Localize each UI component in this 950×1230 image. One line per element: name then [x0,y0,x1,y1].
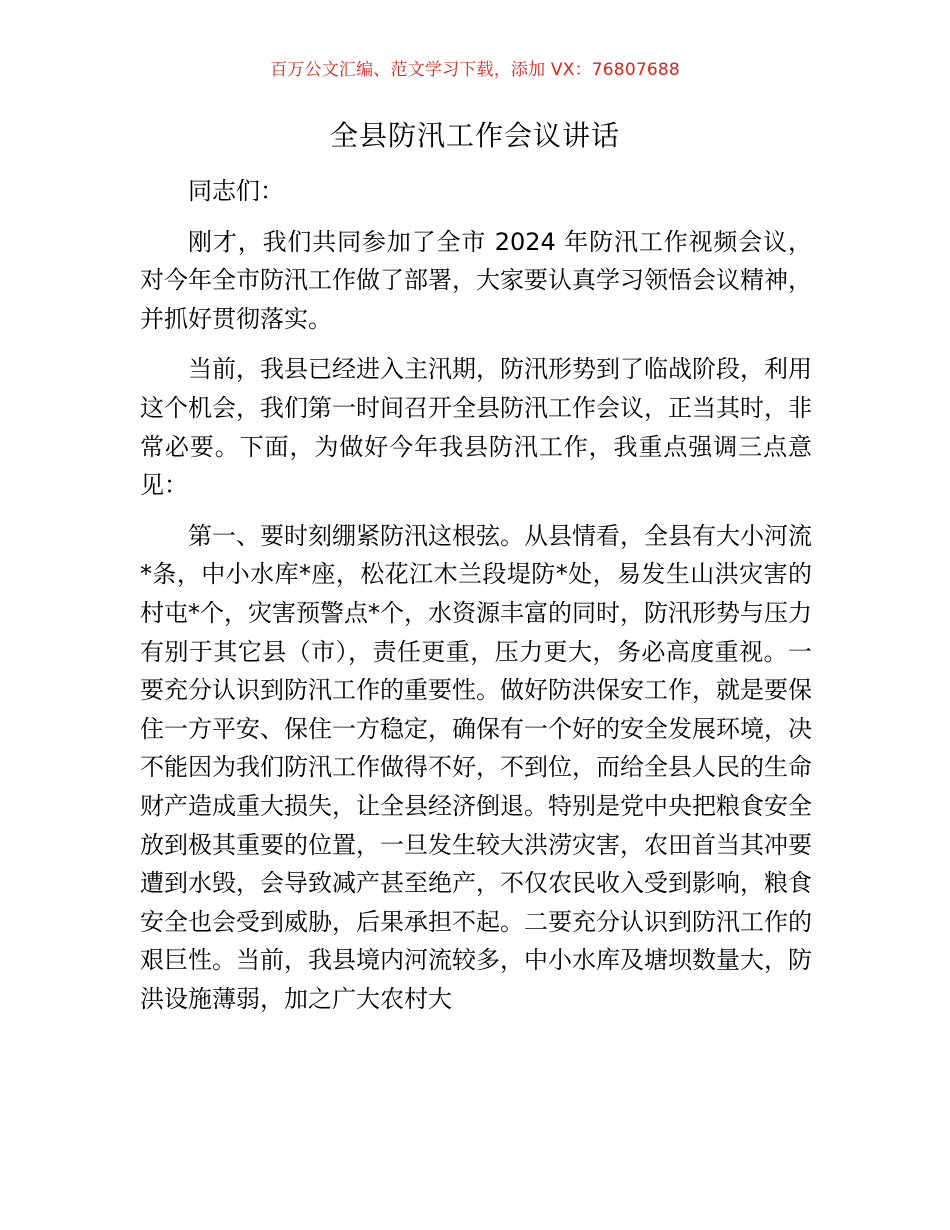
paragraph-2: 当前，我县已经进入主汛期，防汛形势到了临战阶段，利用这个机会，我们第一时间召开全县防汛工作会议，正当其时，非常必要。下面，为做好今年我县防汛工作，我重点强调三点意见： [140,355,812,500]
document-title: 全县防汛工作会议讲话 [329,119,620,152]
document-body [140,172,812,1018]
paragraph-1: 刚才，我们共同参加了全市 2024 年防汛工作视频会议，对今年全市防汛工作做了部署，大家要认真学习领悟会议精神，并抓好贯彻落实。 [140,227,812,333]
paragraph-3: 第一、要时刻绷紧防汛这根弦。从县情看，全县有大小河流*条，中小水库*座，松花江木兰段堤防*处，易发生山洪灾害的村屯*个，灾害预警点*个，水资源丰富的同时，防汛形势与压力有别于其它县（市），责任更重，压力更大，务必高度重视。一要充分认识到防汛工作的重要性。做好防洪保安工作，就是要保住一方平安、保住一方稳定，确保有一个好的安全发展环境，决不能因为我们防汛工作做得不好，不到位，而给全县人民的生命财产造成重大损失，让全县经济倒退。特别是党中央把粮食安全放到极其重要的位置，一旦发生较大洪涝灾害，农田首当其冲要遭到水毁，会导致减产甚至绝产，不仅农民收入受到影响，粮食安全也会受到威胁，后果承担不起。二要充分认识到防汛工作的艰巨性。当前，我县境内河流较多，中小水库及塘坝数量大，防洪设施薄弱，加之广大农村大 [140,521,812,1013]
salutation: 同志们： [188,177,284,205]
watermark-header: 百万公文汇编、范文学习下载，添加 VX：76807688 [270,60,680,80]
